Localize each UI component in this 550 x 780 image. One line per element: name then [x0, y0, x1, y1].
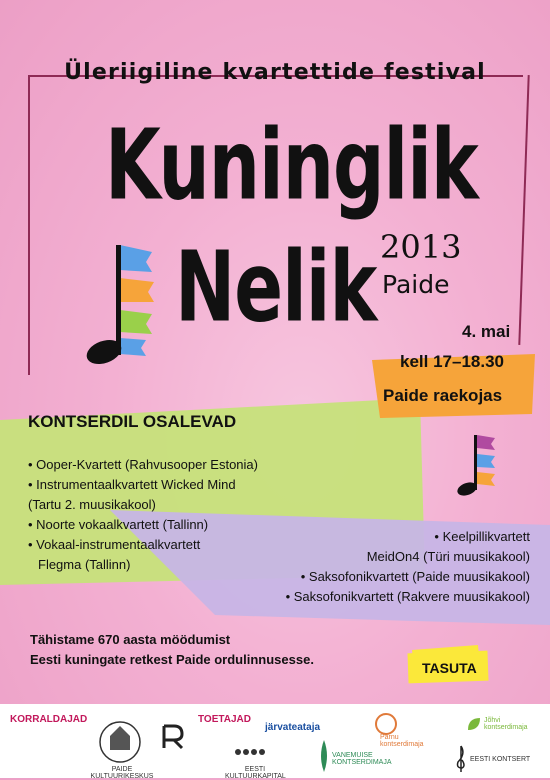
free-entry-label: TASUTA: [422, 660, 477, 676]
note-line-1: Tähistame 670 aasta möödumist: [30, 632, 231, 647]
title-line-1: Kuninglik: [105, 108, 478, 222]
event-date: 4. mai: [462, 322, 511, 341]
eesti-kontsert-logo-text: EESTI KONTSERT: [470, 756, 531, 763]
kulka-logo-text: EESTI KULTUURKAPITAL: [225, 766, 286, 780]
event-time: kell 17–18.30: [400, 352, 504, 371]
list-item: • Noorte vokaalkvartett (Tallinn): [28, 517, 209, 532]
list-item: MeidOn4 (Türi muusikakool): [366, 549, 530, 564]
supporters-label: TOETAJAD: [198, 714, 251, 725]
list-item: (Tartu 2. muusikakool): [28, 497, 156, 512]
list-item: • Keelpillikvartett: [434, 529, 530, 544]
festival-subtitle: Üleriigiline kvartettide festival: [64, 60, 486, 85]
anniversary-note: [30, 630, 314, 670]
title-line-2: Nelik: [175, 230, 377, 344]
small-note-flags-icon: [455, 432, 500, 500]
list-item: • Instrumentaalkvartett Wicked Mind: [28, 477, 236, 492]
vanemuine-logo-text: VANEMUISE KONTSERDIMAJA: [332, 752, 392, 766]
frame-line-right: [518, 75, 529, 345]
list-item: • Saksofonikvartett (Paide muusikakool): [300, 569, 530, 584]
section-title: KONTSERDIL OSALEVAD: [28, 412, 237, 431]
sponsor-footer: [0, 704, 550, 778]
list-item: • Vokaal-instrumentaalkvartett: [28, 537, 201, 552]
list-item: • Saksofonikvartett (Rakvere muusikakool): [285, 589, 530, 604]
performers-left-list: [28, 455, 258, 575]
kulka-logo-icon: [232, 742, 272, 764]
paide-logo-icon: [95, 714, 145, 766]
paide-logo-text: PAIDE KULTUURIKESKUS: [90, 766, 154, 780]
organizers-label: KORRALDAJAD: [10, 714, 88, 725]
parnu-logo-text: Pärnu kontserdimaja: [380, 734, 424, 748]
jarvateataja-logo: järvateataja: [265, 722, 321, 733]
rm-logo-icon: [160, 722, 190, 752]
festival-year: 2013: [380, 228, 462, 266]
frame-line-left: [28, 75, 30, 375]
festival-city: Paide: [382, 270, 450, 299]
note-line-2: Eesti kuningate retkest Paide ordulinnusesse.: [30, 652, 314, 667]
list-item: • Ooper-Kvartett (Rahvusooper Estonia): [28, 457, 258, 472]
music-note-flags-icon: [80, 240, 170, 370]
vanemuine-logo-icon: [316, 738, 332, 774]
johvi-logo-icon: [466, 716, 482, 732]
list-item: Flegma (Tallinn): [38, 557, 131, 572]
parnu-logo-icon: [372, 712, 400, 736]
johvi-logo-text: Jõhvi kontserdimaja: [484, 717, 528, 731]
performers-right-list: [240, 527, 530, 607]
treble-clef-icon: [454, 744, 468, 774]
event-place: Paide raekojas: [383, 386, 503, 405]
